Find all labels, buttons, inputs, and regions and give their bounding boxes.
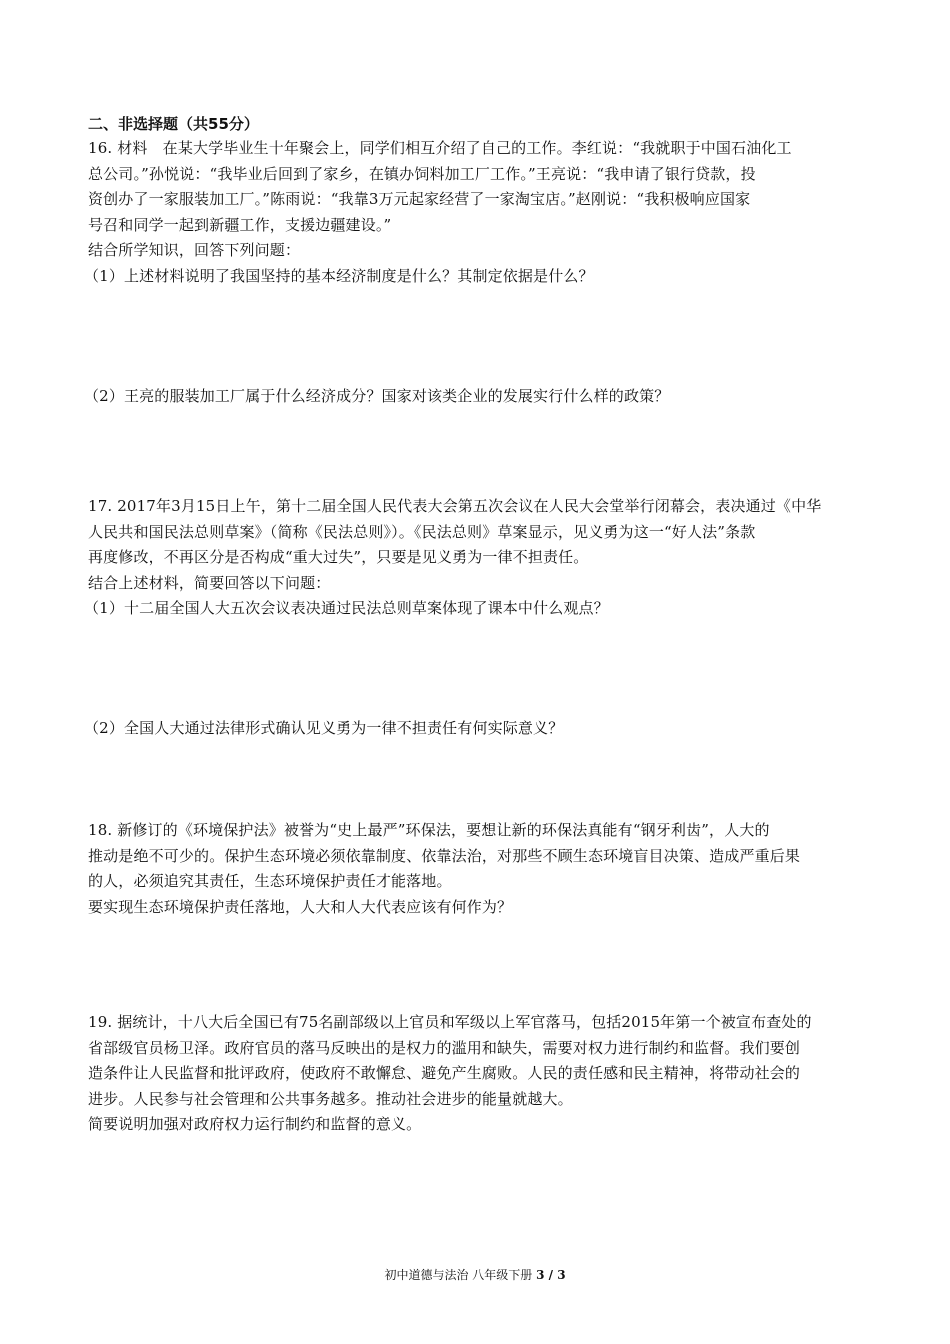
q17-line-4: 结合上述材料，简要回答以下问题： xyxy=(88,573,331,592)
q17-line-3: 再度修改，不再区分是否构成“重大过失”，只要是见义勇为一律不担责任。 xyxy=(88,548,589,566)
q16-line-2: 总公司。”孙悦说：“我毕业后回到了家乡，在镇办饲料加工厂工作。”王亮说：“我申请了银行贷款，投 xyxy=(88,164,756,183)
q19-line-1: 19. 据统计，十八大后全国已有75名副部级以上官员和军级以上军官落马，包括2015年第一个被宣布查处的 xyxy=(88,1013,812,1031)
q18-line-3: 的人，必须追究其责任，生态环境保护责任才能落地。 xyxy=(88,872,452,890)
q19-line-5: 简要说明加强对政府权力运行制约和监督的意义。 xyxy=(88,1115,422,1133)
q16-part-2: （2）王亮的服装加工厂属于什么经济成分？国家对该类企业的发展实行什么样的政策？ xyxy=(84,387,670,405)
q19-line-2: 省部级官员杨卫泽。政府官员的落马反映出的是权力的滥用和缺失，需要对权力进行制约和监督。我们要创 xyxy=(88,1038,801,1057)
q18-line-2: 推动是绝不可少的。保护生态环境必须依靠制度、依靠法治，对那些不顾生态环境盲目决策、造成严重后果 xyxy=(88,846,801,865)
footer-page-number: 3 / 3 xyxy=(536,1268,566,1282)
question-19 xyxy=(88,1010,812,1138)
footer-course: 初中道德与法治 八年级下册 xyxy=(384,1268,533,1282)
q16-line-4: 号召和同学一起到新疆工作，支援边疆建设。” xyxy=(88,215,392,234)
q18-line-1: 18. 新修订的《环境保护法》被誉为“史上最严”环保法，要想让新的环保法真能有“钢牙利齿”，人大的 xyxy=(88,821,770,839)
q17-part-2: （2）全国人大通过法律形式确认见义勇为一律不担责任有何实际意义？ xyxy=(84,719,564,737)
q17-line-1: 17. 2017年3月15日上午，第十二届全国人民代表大会第五次会议在人民大会堂举行闭幕会，表决通过《中华 xyxy=(88,497,822,515)
q16-line-1: 16. 材料 在某大学毕业生十年聚会上，同学们相互介绍了自己的工作。李红说：“我就职于中国石油化工 xyxy=(88,139,792,157)
q16-line-3: 资创办了一家服装加工厂。”陈雨说：“我靠3万元起家经营了一家淘宝店。”赵刚说：“我积极响应国家 xyxy=(88,190,751,208)
q16-line-5: 结合所学知识，回答下列问题： xyxy=(88,241,301,259)
page-footer xyxy=(0,1267,950,1283)
q19-line-4: 进步。人民参与社会管理和公共事务越多。推动社会进步的能量就越大。 xyxy=(88,1089,573,1108)
question-17 xyxy=(84,494,822,622)
q16-part-1: （1）上述材料说明了我国坚持的基本经济制度是什么？其制定依据是什么？ xyxy=(84,266,594,285)
section-title: 二、非选择题（共55分） xyxy=(88,115,259,133)
q18-line-4: 要实现生态环境保护责任落地，人大和人大代表应该有何作为？ xyxy=(88,897,513,916)
question-18 xyxy=(88,818,800,920)
question-16 xyxy=(84,136,792,289)
q17-line-2: 人民共和国民法总则草案》（简称《民法总则》）。《民法总则》草案显示，见义勇为这一“好人法”条款 xyxy=(88,522,756,541)
q17-part-1: （1）十二届全国人大五次会议表决通过民法总则草案体现了课本中什么观点？ xyxy=(84,599,609,617)
q19-line-3: 造条件让人民监督和批评政府，使政府不敢懈怠、避免产生腐败。人民的责任感和民主精神，将带动社会的 xyxy=(88,1064,801,1082)
